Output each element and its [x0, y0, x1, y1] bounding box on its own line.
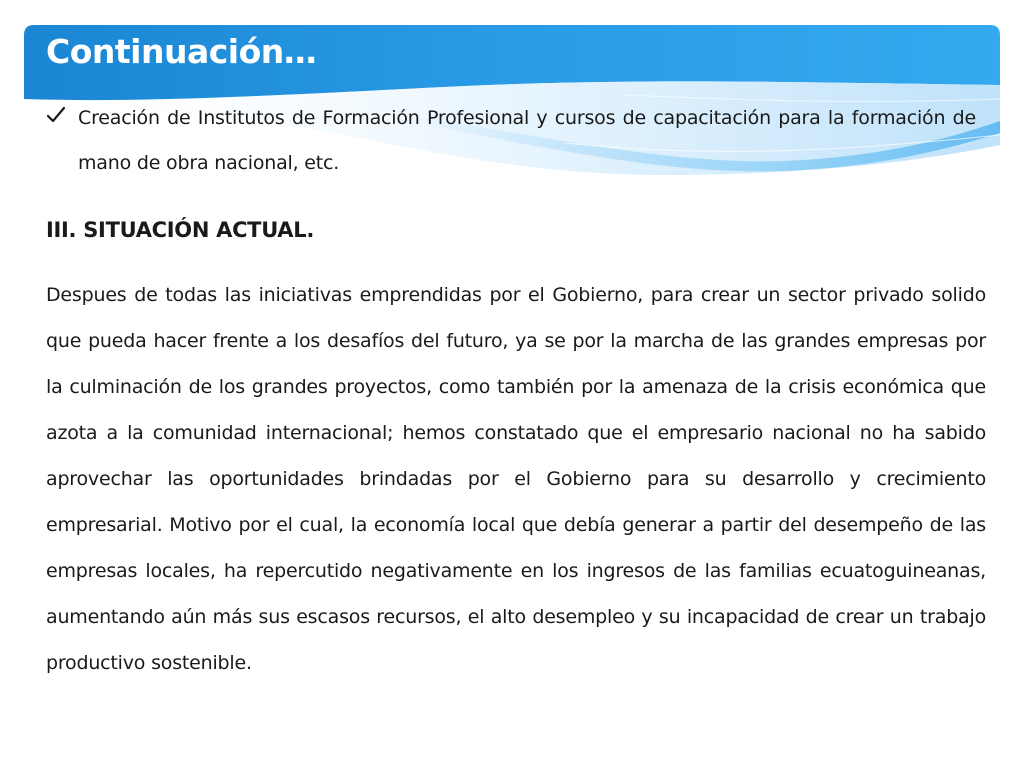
checkmark-icon	[46, 106, 66, 124]
bullet-text: Creación de Institutos de Formación Profesional y cursos de capacitación para la formación de mano de obra nacional, etc.	[78, 107, 976, 174]
slide-title: Continuación…	[46, 32, 317, 71]
body-paragraph: Despues de todas las iniciativas emprendidas por el Gobierno, para crear un sector privado solido que pueda hacer frente a los desafíos del futuro, ya se por la marcha de las grandes empresas por la culminación de los grandes proyectos, como también por la amenaza de la crisis económica que azota a la comunidad internacional; hemos constatado que el empresario nacional no ha sabido aprovechar las oportunidades brindadas por el Gobierno para su desarrollo y crecimiento empresarial. Motivo por el cual, la economía local que debía generar a partir del desempeño de las empresas locales, ha repercutido negativamente en los ingresos de las familias ecuatoguineanas, aumentando aún más sus escasos recursos, el alto desempleo y su incapacidad de crear un trabajo productivo sostenible.	[46, 284, 986, 674]
section-heading: III. SITUACIÓN ACTUAL.	[46, 218, 315, 242]
bullet-item	[46, 96, 976, 186]
